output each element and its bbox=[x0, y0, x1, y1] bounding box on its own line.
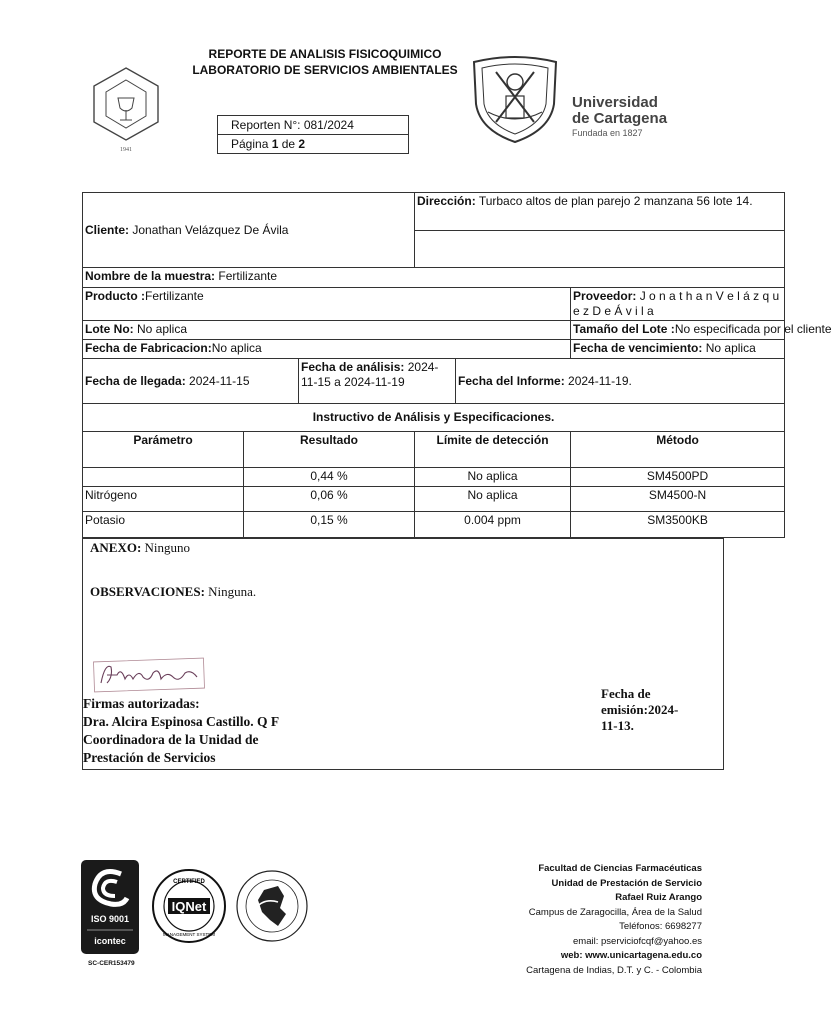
muestra-cell bbox=[83, 268, 785, 288]
table-row bbox=[83, 512, 785, 538]
observaciones-line bbox=[90, 584, 256, 600]
report-number-box bbox=[217, 115, 409, 154]
page-indicator: Página 1 de 2 bbox=[218, 134, 408, 153]
row-3-limit: 0.004 ppm bbox=[415, 512, 571, 538]
header-metodo: Método bbox=[571, 432, 785, 468]
vencimiento-value: No aplica bbox=[702, 341, 756, 355]
observaciones-label: OBSERVACIONES: bbox=[90, 584, 205, 599]
iso-9001-logo bbox=[81, 860, 139, 954]
footer-unit: Unidad de Prestación de Servicio bbox=[551, 877, 702, 889]
iqnet-logo bbox=[151, 868, 227, 944]
report-number: Reporten N°: 081/2024 bbox=[231, 118, 354, 132]
lote-value: No aplica bbox=[133, 322, 188, 336]
observaciones-value: Ninguna. bbox=[204, 584, 257, 599]
proveedor-label: Proveedor: bbox=[573, 289, 637, 303]
signature-block bbox=[83, 695, 279, 767]
analisis-value: 2024-11-15 a 2024-11-19 bbox=[301, 360, 439, 389]
direccion-label: Dirección: bbox=[417, 194, 476, 208]
row-3-param: Potasio bbox=[83, 512, 244, 538]
lote-label: Lote No: bbox=[85, 322, 134, 336]
title-line-2: LABORATORIO DE SERVICIOS AMBIENTALES bbox=[192, 63, 458, 77]
instructivo-heading: Instructivo de Análisis y Especificaciones. bbox=[83, 404, 785, 432]
lote-cell bbox=[83, 321, 571, 340]
producto-value: Fertilizante bbox=[145, 289, 204, 303]
muestra-label: Nombre de la muestra: bbox=[85, 269, 216, 283]
svg-text:CERTIFIED: CERTIFIED bbox=[173, 879, 205, 885]
signer-role-line-1: Coordinadora de la Unidad de bbox=[83, 732, 259, 747]
proveedor-cell bbox=[571, 288, 785, 321]
direccion-cell bbox=[415, 193, 785, 231]
analisis-cell bbox=[299, 359, 456, 404]
emission-line-1: Fecha de bbox=[601, 686, 651, 701]
quality-certification-seal bbox=[234, 868, 310, 944]
row-2-limit: No aplica bbox=[415, 487, 571, 512]
fabricacion-value: No aplica bbox=[211, 341, 262, 355]
signature-image bbox=[93, 657, 207, 693]
llegada-label: Fecha de llegada: bbox=[85, 373, 186, 388]
report-title bbox=[190, 46, 460, 78]
university-name-2: de Cartagena bbox=[572, 110, 668, 127]
fabricacion-label: Fecha de Fabricacion: bbox=[85, 341, 212, 355]
cliente-label: Cliente: bbox=[85, 222, 130, 237]
svg-text:IQNet: IQNet bbox=[171, 899, 207, 914]
anexo-line bbox=[90, 540, 190, 556]
row-2-param: Nitrógeno bbox=[83, 487, 244, 512]
university-name-1: Universidad bbox=[572, 94, 658, 111]
svg-text:1941: 1941 bbox=[120, 147, 132, 153]
cliente-value: Jonathan Velázquez De Ávila bbox=[129, 222, 289, 237]
university-crest-logo bbox=[466, 52, 564, 144]
tamano-label: Tamaño del Lote : bbox=[573, 322, 675, 336]
signature-label: Firmas autorizadas: bbox=[83, 696, 200, 711]
title-line-1: REPORTE DE ANALISIS FISICOQUIMICO bbox=[208, 47, 442, 61]
header-resultado: Resultado bbox=[244, 432, 415, 468]
university-founded: Fundada en 1827 bbox=[572, 128, 643, 138]
emission-line-3: 11-13. bbox=[601, 718, 634, 733]
svg-text:MANAGEMENT SYSTEM: MANAGEMENT SYSTEM bbox=[163, 932, 215, 937]
proveedor-value: J o n a t h a n V e l á z q u e z D e Á v i l a bbox=[573, 289, 780, 318]
table-row bbox=[83, 487, 785, 512]
informe-label: Fecha del Informe: bbox=[458, 373, 565, 388]
direccion-value: Turbaco altos de plan parejo 2 manzana 56 lote 14. bbox=[475, 194, 753, 208]
header-parametro: Parámetro bbox=[83, 432, 244, 468]
anexo-value: Ninguno bbox=[141, 540, 191, 555]
row-1-param bbox=[83, 468, 244, 487]
svg-text:ISO 9001: ISO 9001 bbox=[90, 914, 130, 924]
signer-role-line-2: Prestación de Servicios bbox=[83, 750, 216, 765]
informe-cell bbox=[456, 359, 785, 404]
row-2-method: SM4500-N bbox=[571, 487, 785, 512]
row-3-method: SM3500KB bbox=[571, 512, 785, 538]
muestra-value: Fertilizante bbox=[215, 269, 278, 283]
footer-web: web: www.unicartagena.edu.co bbox=[560, 950, 702, 961]
analisis-label: Fecha de análisis: bbox=[301, 360, 405, 374]
header-limite: Límite de detección bbox=[415, 432, 571, 468]
informe-value: 2024-11-19. bbox=[564, 373, 632, 388]
footer-email: email: pserviciofcqf@yahoo.es bbox=[573, 935, 702, 947]
tamano-cell bbox=[571, 321, 832, 340]
anexo-label: ANEXO: bbox=[90, 540, 142, 555]
footer-faculty: Facultad de Ciencias Farmacéuticas bbox=[538, 863, 702, 874]
footer-city: Cartagena de Indias, D.T. y C. - Colombia bbox=[526, 964, 702, 976]
row-1-result: 0,44 % bbox=[244, 468, 415, 487]
university-name bbox=[572, 95, 667, 139]
llegada-cell bbox=[83, 359, 299, 404]
emission-date bbox=[601, 686, 678, 734]
vencimiento-cell bbox=[571, 340, 785, 359]
row-1-method: SM4500PD bbox=[571, 468, 785, 487]
producto-label: Producto : bbox=[85, 289, 145, 303]
row-3-result: 0,15 % bbox=[244, 512, 415, 538]
signer-name: Dra. Alcira Espinosa Castillo. Q F bbox=[83, 714, 280, 729]
footer-phone: Teléfonos: 6698277 bbox=[619, 921, 702, 932]
cliente-cell bbox=[83, 193, 415, 268]
fabricacion-cell bbox=[83, 340, 571, 359]
footer-contact bbox=[526, 862, 702, 978]
faculty-seal-logo bbox=[88, 64, 164, 154]
footer-campus: Campus de Zaragocilla, Área de la Salud bbox=[528, 906, 702, 918]
direccion-empty-cell bbox=[415, 230, 785, 268]
row-1-limit: No aplica bbox=[415, 468, 571, 487]
table-row bbox=[83, 468, 785, 487]
sample-info-table bbox=[82, 192, 832, 538]
annex-box bbox=[82, 538, 724, 770]
emission-line-2: emisión:2024- bbox=[601, 702, 679, 717]
tamano-value: No especificada por el cliente bbox=[674, 322, 832, 336]
row-2-result: 0,06 % bbox=[244, 487, 415, 512]
svg-text:icontec: icontec bbox=[94, 936, 126, 946]
cert-code: SC-CER153479 bbox=[88, 960, 135, 967]
vencimiento-label: Fecha de vencimiento: bbox=[573, 341, 703, 355]
llegada-value: 2024-11-15 bbox=[185, 373, 250, 388]
producto-cell bbox=[83, 288, 571, 321]
footer-person: Rafael Ruiz Arango bbox=[615, 892, 702, 903]
